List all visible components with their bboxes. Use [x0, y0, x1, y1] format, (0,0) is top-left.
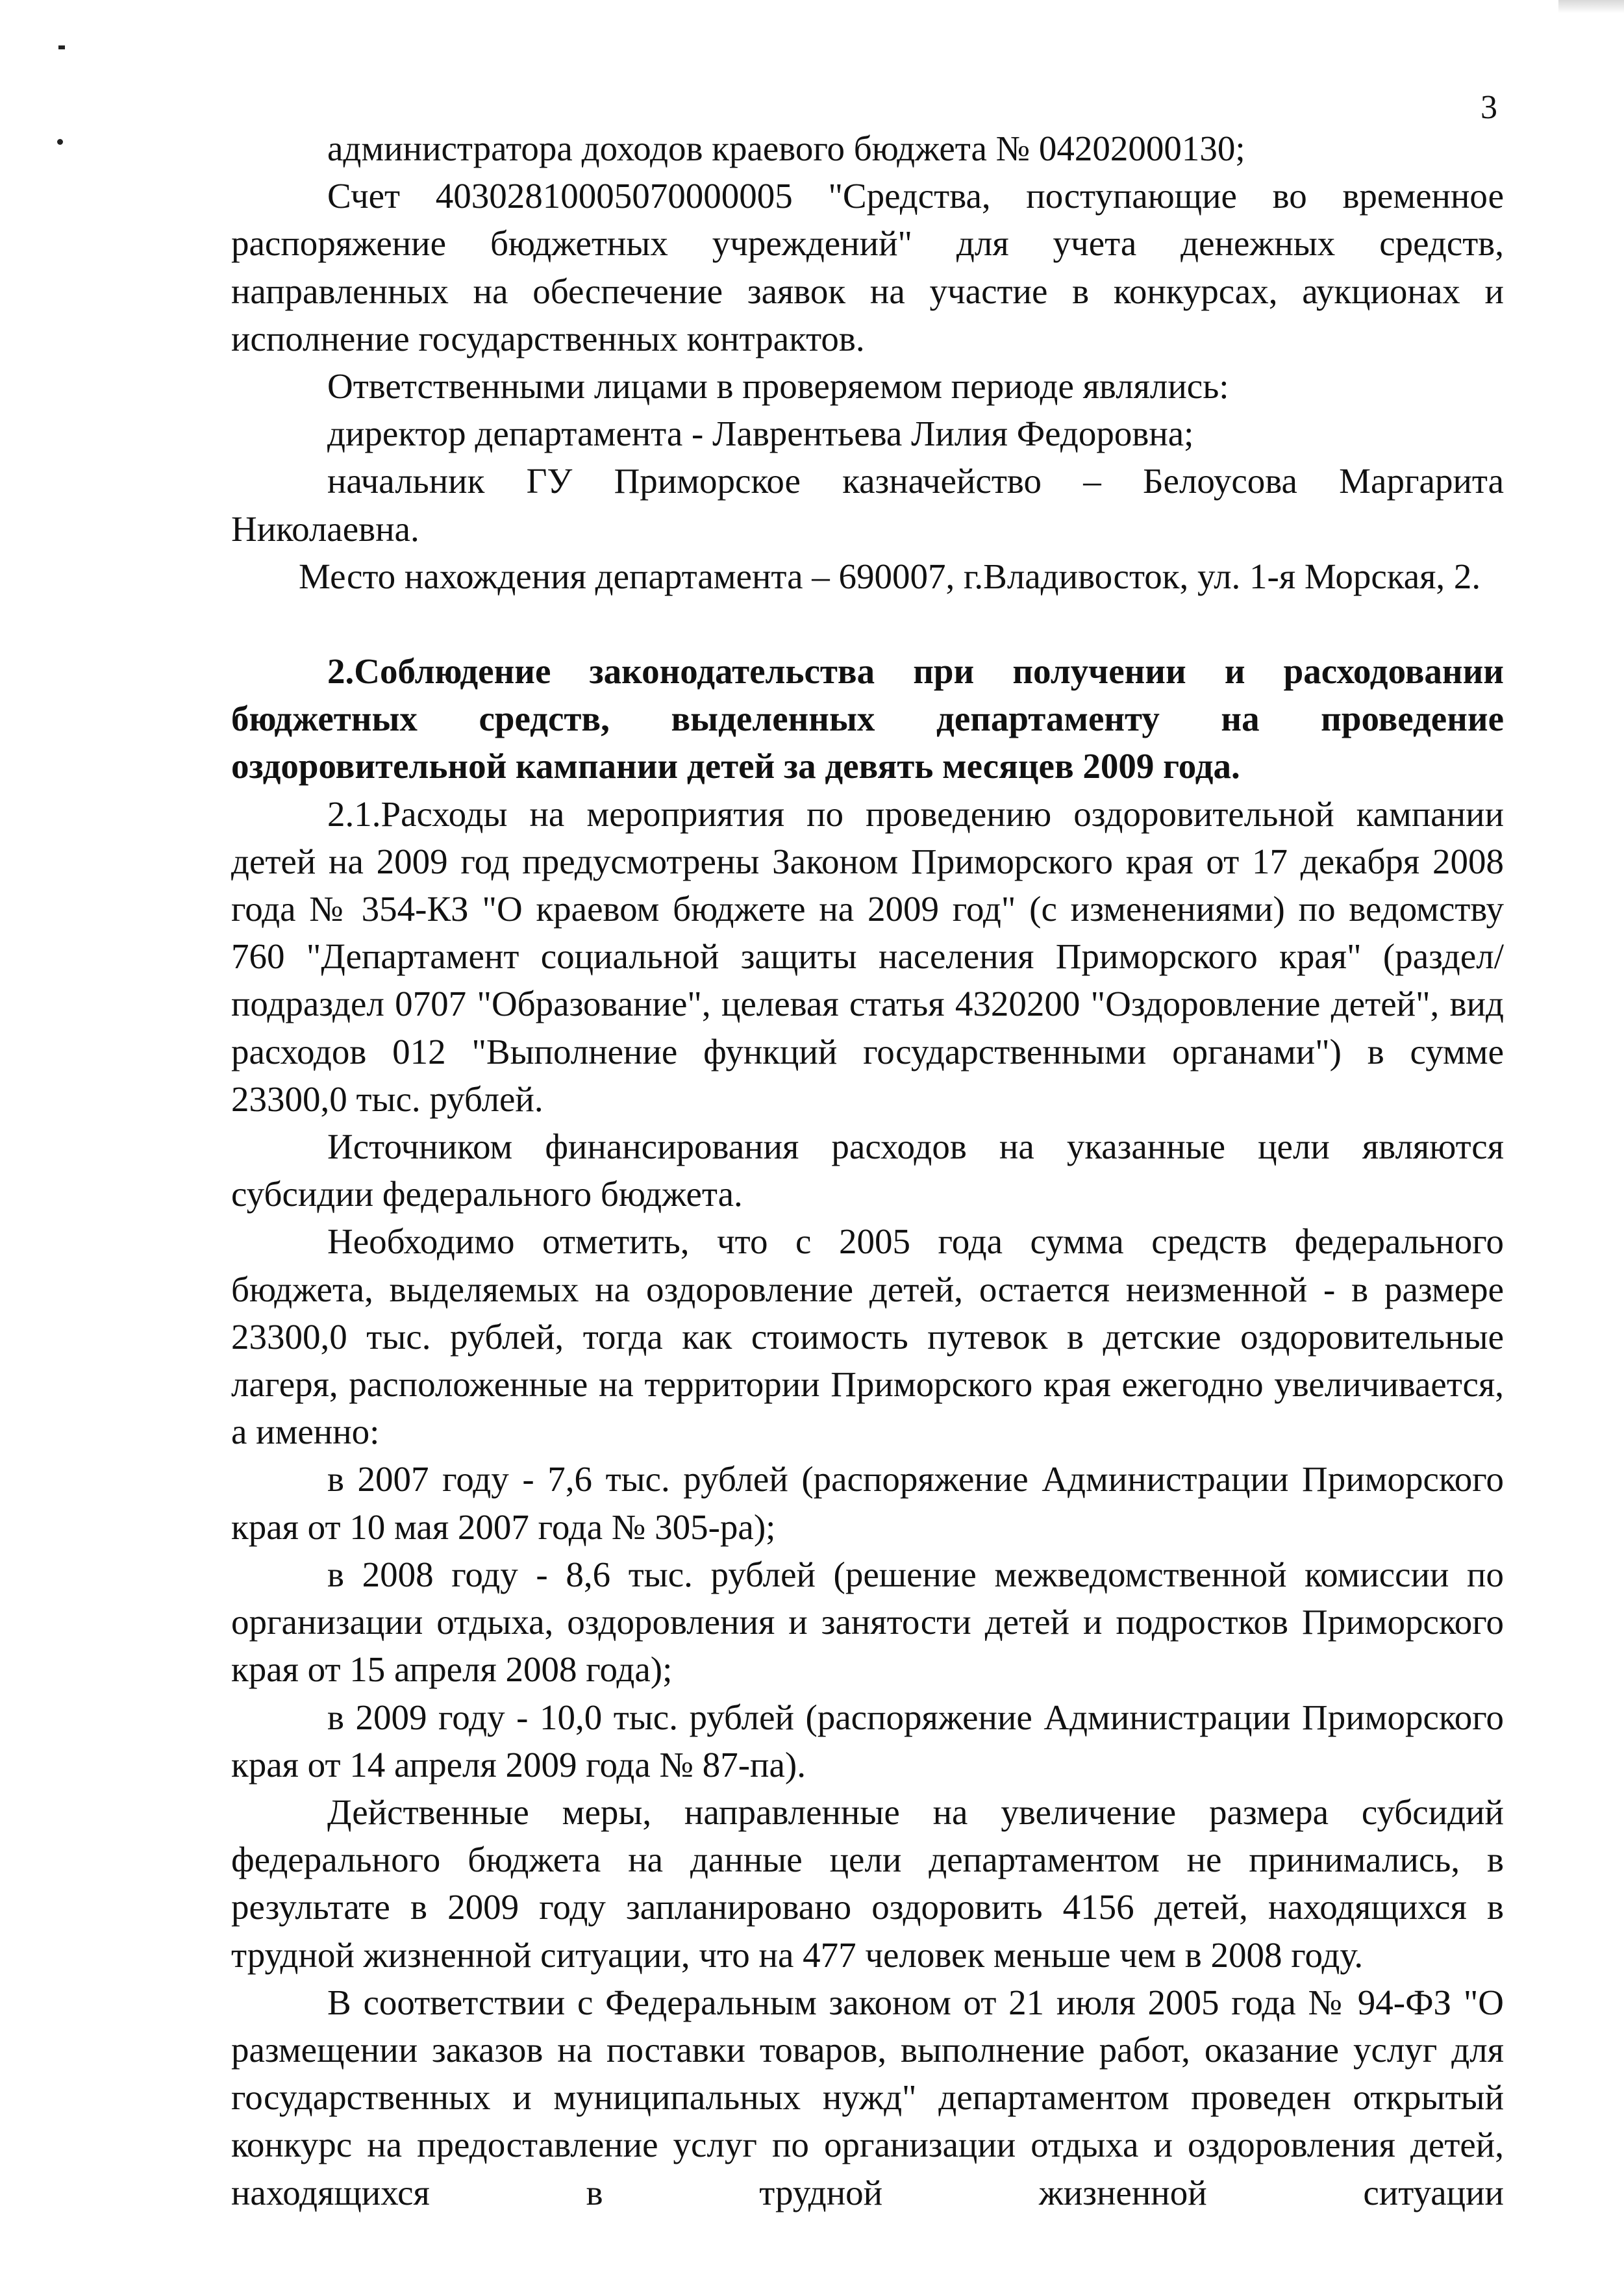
paragraph-measures: Действенные меры, направленные на увеличение размера субсидий федерального бюджета на данные цели департаментом не принимались, в результате в 2009 году запланировано оздоровить 4156 детей, находящихся в трудной жизненной ситуации, что на 477 человек меньше чем в 2008 году.	[231, 1792, 1504, 1975]
scan-speck-bullet	[57, 139, 63, 145]
paragraph-note: Необходимо отметить, что с 2005 года сумма средств федерального бюджета, выделяемых на оздоровление детей, остается неизменной - в размере 23300,0 тыс. рублей, тогда как стоимость путевок в детские оздоровительные лагеря, расположенные на территории Приморского края ежегодно увеличивается, а именно:	[231, 1221, 1504, 1452]
paragraph-expenses: 2.1.Расходы на мероприятия по проведению оздоровительной кампании детей на 2009 год предусмотрены Законом Приморского края от 17 декабря 2008 года № 354-КЗ "О краевом бюджете на 2009 год" (с изменениями) по ведомству 760 "Департамент социальной защиты населения Приморского края" (раздел/подраздел 0707 "Образование", целевая статья 4320200 "Оздоровление детей", вид расходов 012 "Выполнение функций государственными органами") в сумме 23300,0 тыс. рублей.	[231, 794, 1504, 1119]
paragraph-responsible-intro: Ответственными лицами в проверяемом периоде являлись:	[327, 366, 1229, 407]
paragraph-federal-law: В соответствии с Федеральным законом от 21 июля 2005 года № 94-ФЗ "О размещении заказов на поставки товаров, выполнение работ, оказание услуг для государственных и муниципальных нужд" департаментом проведен открытый конкурс на предоставление услуг по организации отдыха и оздоровления детей, находящихся в трудной жизненной ситуации	[231, 1982, 1504, 2212]
paragraph-funding-source: Источником финансирования расходов на указанные цели являются субсидии федерального бюджета.	[231, 1127, 1504, 1214]
paragraph-2008: в 2008 году - 8,6 тыс. рублей (решение межведомственной комиссии по организации отдыха, оздоровления и занятости детей и подростков Приморского края от 15 апреля 2008 года);	[231, 1554, 1504, 1690]
page-number: 3	[1480, 89, 1497, 126]
paragraph-revenue-admin: администратора доходов краевого бюджета № 04202000130;	[327, 129, 1245, 168]
paragraph-2007: в 2007 году - 7,6 тыс. рублей (распоряжение Администрации Приморского края от 10 мая 2007 года № 305-ра);	[231, 1459, 1504, 1547]
scan-edge-shadow	[1558, 0, 1624, 13]
document-body	[231, 125, 1504, 2216]
section-heading: 2.Соблюдение законодательства при получении и расходовании бюджетных средств, выделенных департаменту на проведение оздоровительной кампании детей за девять месяцев 2009 года.	[231, 651, 1504, 786]
paragraph-account: Счет 40302810005070000005 "Средства, поступающие во временное распоряжение бюджетных учреждений" для учета денежных средств, направленных на обеспечение заявок на участие в конкурсах, аукционах и исполнение государственных контрактов.	[231, 176, 1504, 358]
paragraph-treasury-head: начальник ГУ Приморское казначейство – Белоусова Маргарита Николаевна.	[231, 461, 1504, 549]
paragraph-2009: в 2009 году - 10,0 тыс. рублей (распоряжение Администрации Приморского края от 14 апреля 2009 года № 87-па).	[231, 1697, 1504, 1785]
paragraph-director: директор департамента - Лаврентьева Лилия Федоровна;	[327, 414, 1194, 454]
scan-speck-top	[58, 45, 65, 49]
paragraph-location: Место нахождения департамента – 690007, г.Владивосток, ул. 1-я Морская, 2.	[299, 556, 1481, 596]
